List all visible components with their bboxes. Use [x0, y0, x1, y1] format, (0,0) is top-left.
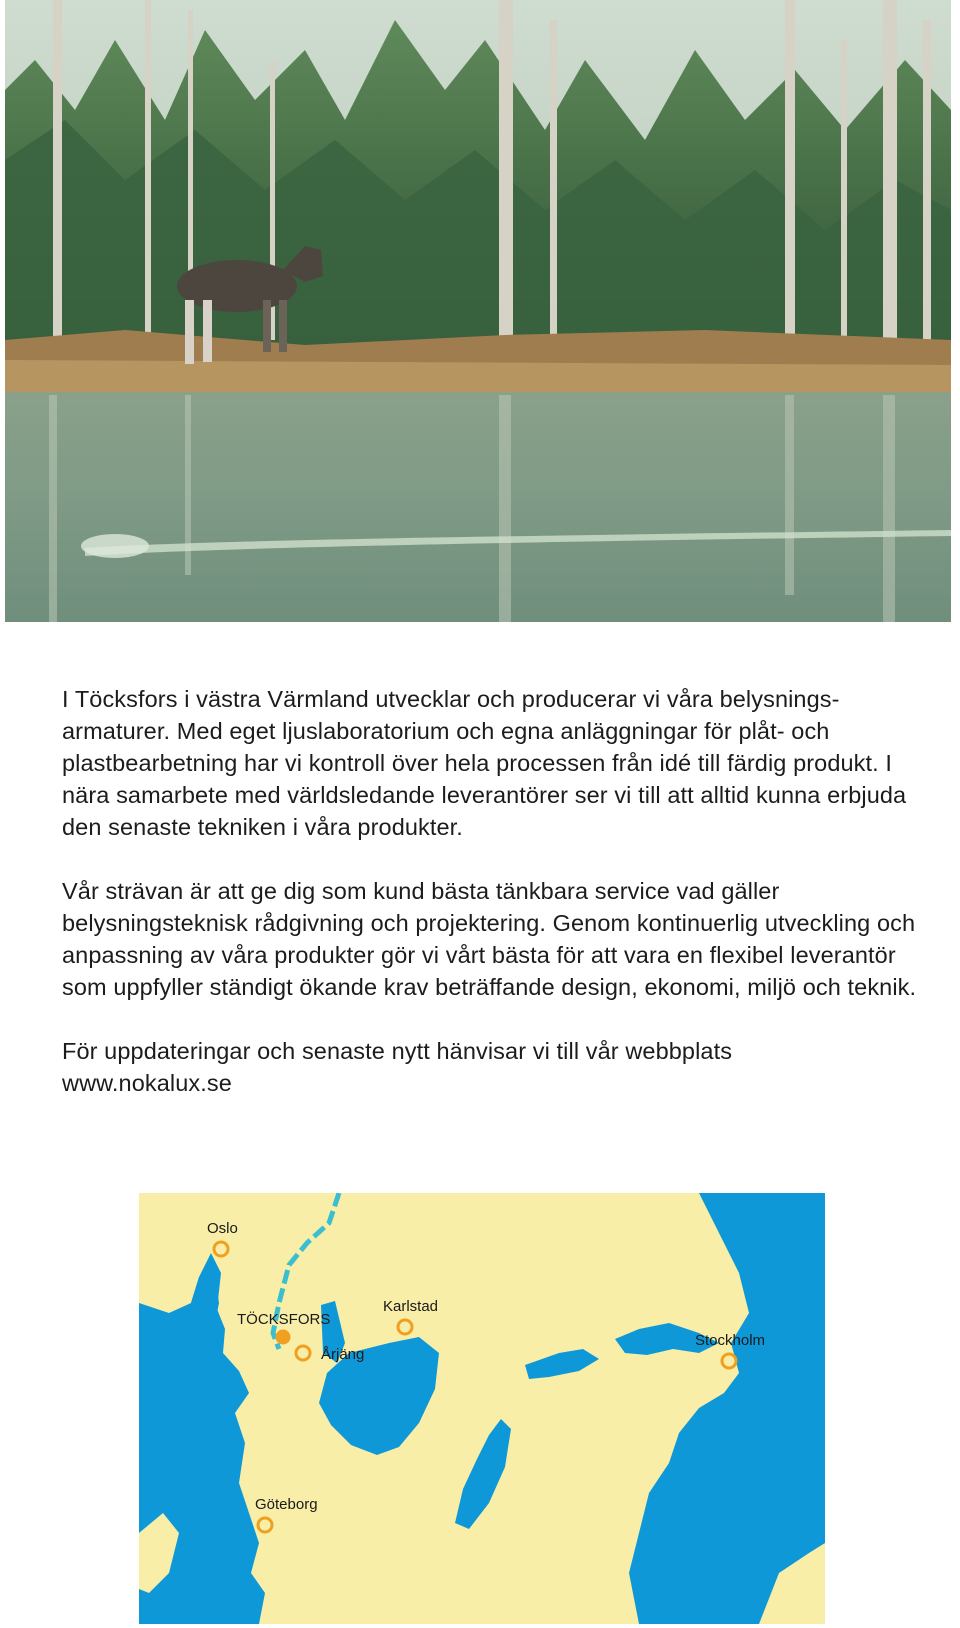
moose-lake-photo [5, 0, 951, 622]
label-stockholm: Stockholm [695, 1332, 766, 1349]
label-arjang: Årjäng [321, 1346, 365, 1363]
label-tocksfors: TÖCKSFORS [237, 1311, 331, 1328]
marker-tocksfors [276, 1330, 291, 1345]
website-intro: För uppdateringar och senaste nytt hänvisar vi till vår webbplats [62, 1038, 733, 1064]
paragraph-website [62, 1035, 922, 1099]
label-oslo: Oslo [207, 1220, 238, 1237]
intro-text [62, 683, 922, 1099]
label-karlstad: Karlstad [383, 1298, 439, 1315]
paragraph-company: I Töcksfors i västra Värmland utvecklar och producerar vi våra belysnings-armaturer. Med eget ljuslaboratorium och egna anläggningar för plåt- och plastbearbetning har vi kontroll över hela processen från idé till färdig produkt. I nära samarbete med världsledande leverantörer ser vi till att alltid kunna erbjuda den senaste tekniken i våra produkter. [62, 686, 907, 840]
location-map [139, 1193, 825, 1624]
paragraph-service: Vår strävan är att ge dig som kund bästa tänkbara service vad gäller belysningsteknisk rådgivning och projektering. Genom kontinuerlig utveckling och anpassning av våra produkter gör vi vårt bästa för att vara en flexibel leverantör som uppfyller ständigt ökande krav beträffande design, ekonomi, miljö och teknik. [62, 878, 917, 1000]
label-goteborg: Göteborg [255, 1496, 318, 1513]
website-link[interactable]: www.nokalux.se [62, 1070, 232, 1096]
